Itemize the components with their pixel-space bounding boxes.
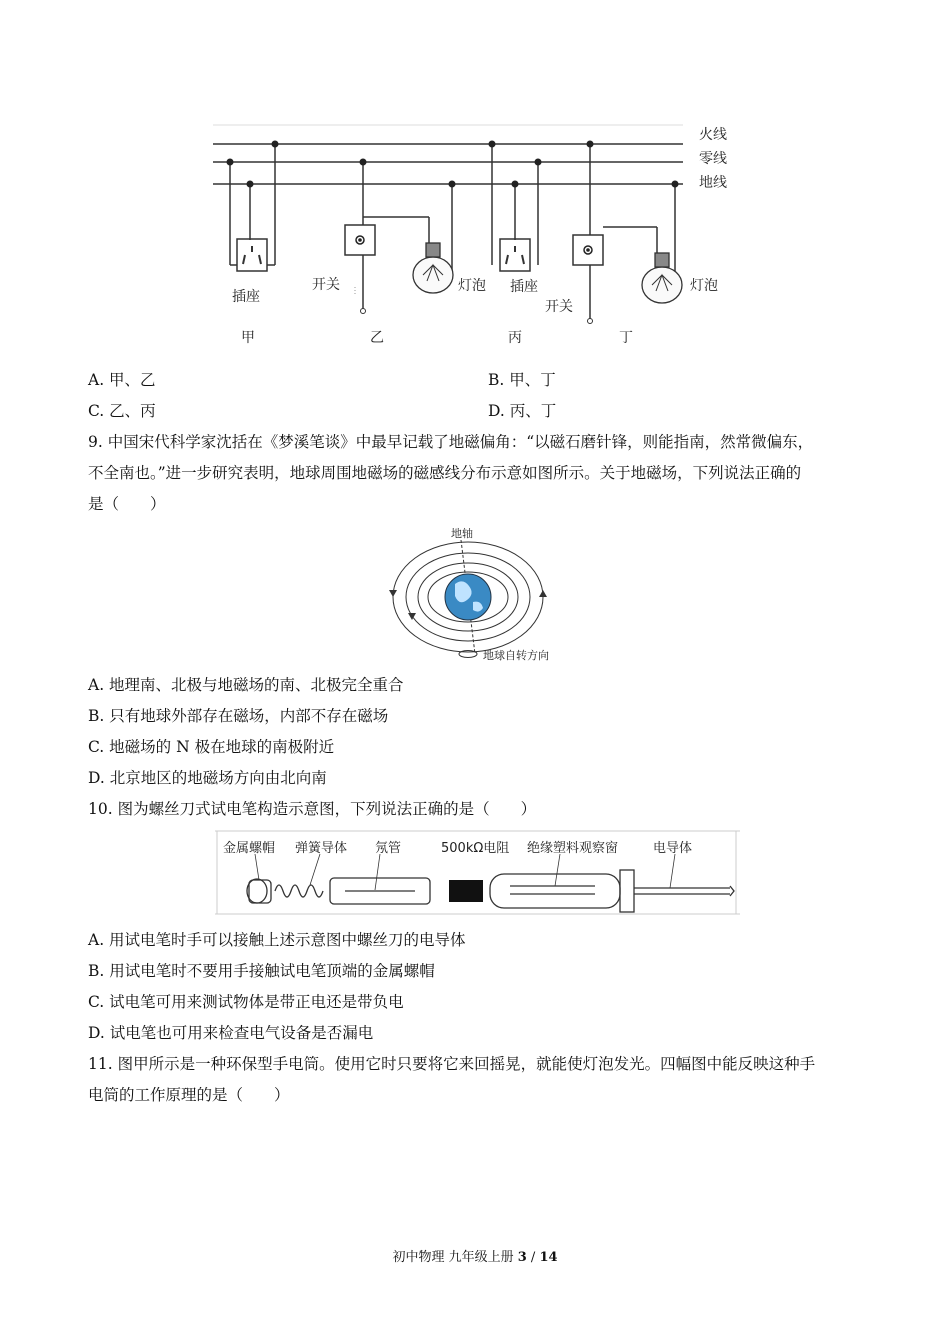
neutral-wire-label: 零线 xyxy=(699,151,727,167)
q10-option-a[interactable]: A. 用试电笔时手可以接触上述示意图中螺丝刀的电导体 xyxy=(88,931,466,949)
q9-option-b[interactable]: B. 只有地球外部存在磁场，内部不存在磁场 xyxy=(88,707,389,725)
circuit-diagram xyxy=(205,115,745,355)
q11-stem-line-1: 11. 图甲所示是一种环保型手电筒。使用它时只要将它来回摇晃，就能使灯泡发光。四幅图中能反映这种手 xyxy=(88,1055,816,1073)
label-neon-tube: 氖管 xyxy=(375,841,402,856)
footer-total-pages: 14 xyxy=(539,1250,558,1265)
switch-label-1: 开关 xyxy=(312,277,340,293)
unit-label-bing: 丙 xyxy=(508,330,522,346)
unit-label-jia: 甲 xyxy=(241,330,255,346)
q8-option-c[interactable]: C. 乙、丙 xyxy=(88,402,156,420)
ground-wire-label: 地线 xyxy=(699,175,727,191)
earth-rotation-label: 地球自转方向 xyxy=(483,649,549,662)
q9-option-a[interactable]: A. 地理南、北极与地磁场的南、北极完全重合 xyxy=(88,676,404,694)
q10-option-b[interactable]: B. 用试电笔时不要用手接触试电笔顶端的金属螺帽 xyxy=(88,962,435,980)
page-footer xyxy=(0,1246,950,1265)
q9-stem-line-1: 9. 中国宋代科学家沈括在《梦溪笔谈》中最早记载了地磁偏角：“以磁石磨针锋，则能指南，然常微偏东， xyxy=(88,433,814,451)
switch-label-2: 开关 xyxy=(545,299,573,315)
bulb-label-2: 灯泡 xyxy=(690,278,718,294)
q8-option-b[interactable]: B. 甲、丁 xyxy=(488,371,556,389)
footer-subject: 初中物理 九年级上册 xyxy=(392,1250,514,1265)
q9-option-d[interactable]: D. 北京地区的地磁场方向由北向南 xyxy=(88,769,327,787)
q9-stem-line-3: 是（ ） xyxy=(88,495,166,513)
test-pen-figure xyxy=(215,830,740,918)
q10-option-d[interactable]: D. 试电笔也可用来检查电气设备是否漏电 xyxy=(88,1024,374,1042)
q11-stem-line-2: 电筒的工作原理的是（ ） xyxy=(88,1086,290,1104)
unit-label-ding: 丁 xyxy=(619,330,633,346)
q8-option-a[interactable]: A. 甲、乙 xyxy=(88,371,156,389)
socket-label-2: 插座 xyxy=(510,279,538,295)
footer-page-number: 3 xyxy=(517,1250,527,1265)
label-conductor: 电导体 xyxy=(653,841,693,856)
q9-option-c[interactable]: C. 地磁场的 N 极在地球的南极附近 xyxy=(88,738,335,756)
geomagnetic-field-figure xyxy=(385,522,565,667)
footer-separator: / xyxy=(526,1250,540,1265)
label-window: 绝缘塑料观察窗 xyxy=(527,841,619,856)
unit-label-yi: 乙 xyxy=(370,330,384,346)
q10-option-c[interactable]: C. 试电笔可用来测试物体是带正电还是带负电 xyxy=(88,993,404,1011)
live-wire-label: 火线 xyxy=(699,127,727,143)
bulb-label-1: 灯泡 xyxy=(458,278,486,294)
socket-label-1: 插座 xyxy=(232,289,260,305)
q9-stem-line-2: 不全南也。”进一步研究表明，地球周围地磁场的磁感线分布示意如图所示。关于地磁场，下列说法正确的 xyxy=(88,464,802,482)
earth-axis-label: 地轴 xyxy=(451,527,473,540)
label-resistor: 500kΩ电阻 xyxy=(441,841,510,856)
q8-option-d[interactable]: D. 丙、丁 xyxy=(488,402,557,420)
label-spring-conductor: 弹簧导体 xyxy=(295,841,348,856)
q10-stem: 10. 图为螺丝刀式试电笔构造示意图，下列说法正确的是（ ） xyxy=(88,800,537,818)
label-metal-cap: 金属螺帽 xyxy=(223,841,276,856)
